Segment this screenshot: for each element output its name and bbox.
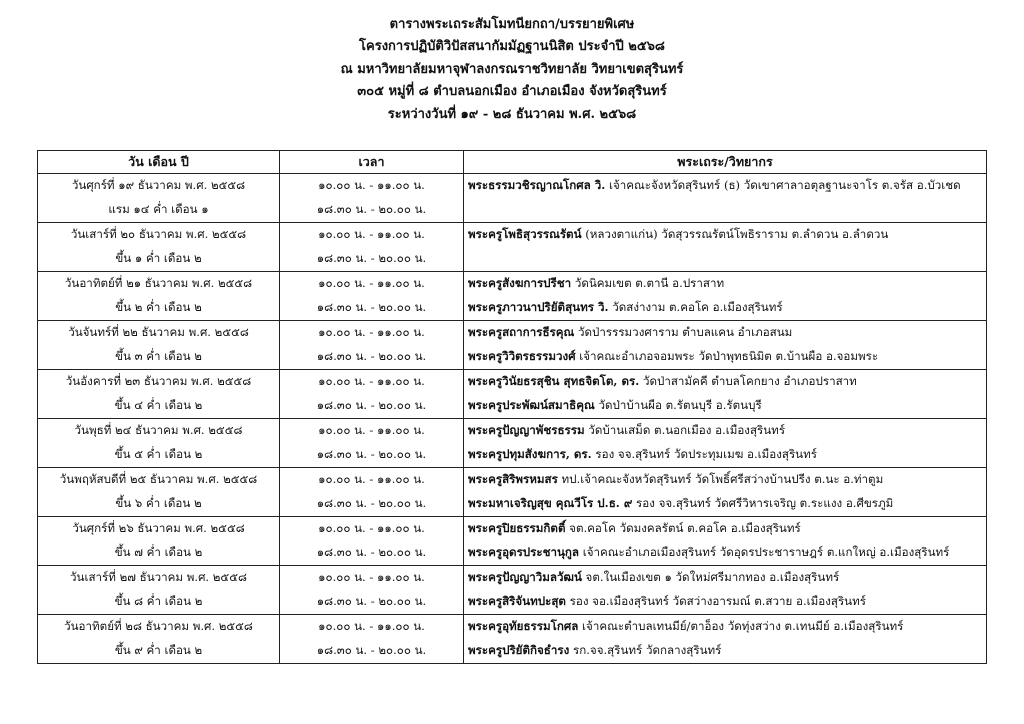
- date-cell: วันศุกร์ที่ ๒๖ ธันวาคม พ.ศ. ๒๕๕๘: [38, 517, 280, 542]
- speaker-cell: [464, 639, 987, 664]
- speaker-name: พระครูสังฆการปรีชา: [468, 276, 572, 290]
- speaker-cell: [464, 492, 987, 517]
- table-row: [38, 272, 987, 297]
- speaker-info: วัดป่ารรรมวงศาราม ตำบลแคน อำเภอสนม: [574, 325, 793, 339]
- lunar-date-cell: ขึ้น ๕ ค่ำ เดือน ๒: [38, 443, 280, 468]
- speaker-info: เจ้าคณะจังหวัดสุรินทร์ (ธ) วัดเขาศาลาอตุลฐานะจาโร ต.จรัส อ.บัวเชด: [605, 178, 961, 192]
- date-cell: วันพุธที่ ๒๔ ธันวาคม พ.ศ. ๒๕๕๘: [38, 419, 280, 444]
- lunar-date-cell: ขึ้น ๖ ค่ำ เดือน ๒: [38, 492, 280, 517]
- header-project: โครงการปฏิบัติวิปัสสนากัมมัฏฐานนิสิต ประจำปี ๒๕๖๘: [359, 39, 665, 55]
- speaker-cell: [464, 394, 987, 419]
- speaker-info: ทป.เจ้าคณะจังหวัดสุรินทร์ วัดโพธิ์ศรีสว่างบ้านปรีง ต.นะ อ.ท่าตูม: [557, 472, 884, 486]
- speaker-info: รอง จอ.เมืองสุรินทร์ วัดสว่างอารมณ์ ต.สวาย อ.เมืองสุรินทร์: [565, 594, 866, 608]
- time-morning-cell: ๑๐.๐๐ น. - ๑๑.๐๐ น.: [280, 566, 464, 591]
- speaker-cell: [464, 541, 987, 566]
- time-evening-cell: ๑๘.๓๐ น. - ๒๐.๐๐ น.: [280, 443, 464, 468]
- time-evening-cell: ๑๘.๓๐ น. - ๒๐.๐๐ น.: [280, 296, 464, 321]
- time-morning-cell: ๑๐.๐๐ น. - ๑๑.๐๐ น.: [280, 272, 464, 297]
- speaker-info: วัดบ้านเสม็ด ต.นอกเมือง อ.เมืองสุรินทร์: [584, 423, 786, 437]
- speaker-cell: [464, 223, 987, 248]
- table-row: [38, 198, 987, 223]
- lunar-date-cell: ขึ้น ๓ ค่ำ เดือน ๒: [38, 345, 280, 370]
- table-row: [38, 321, 987, 346]
- table-row: [38, 590, 987, 615]
- speaker-name: พระครูปริยัติกิจธำรง: [468, 643, 570, 657]
- table-row: [38, 566, 987, 591]
- time-evening-cell: ๑๘.๓๐ น. - ๒๐.๐๐ น.: [280, 345, 464, 370]
- speaker-name: พระมหาเจริญสุข คุณวีโร ป.ธ. ๙: [468, 496, 633, 510]
- column-header-time: เวลา: [280, 151, 464, 174]
- speaker-name: พระครูภาวนาปริยัติสุนทร วิ.: [468, 300, 609, 314]
- speaker-info: เจ้าคณะตำบลเทนมีย์/ตาอ็อง วัดทุ่งสว่าง ต.เทนมีย์ อ.เมืองสุรินทร์: [578, 619, 904, 633]
- speaker-name: พระครูสิริจันทปะสุต: [468, 594, 566, 608]
- speaker-cell: [464, 443, 987, 468]
- speaker-info: เจ้าคณะอำเภอจอมพระ วัดป่าพุทธนิมิต ต.บ้านผือ อ.จอมพระ: [575, 349, 879, 363]
- table-row: [38, 174, 987, 199]
- time-morning-cell: ๑๐.๐๐ น. - ๑๑.๐๐ น.: [280, 174, 464, 199]
- time-evening-cell: ๑๘.๓๐ น. - ๒๐.๐๐ น.: [280, 639, 464, 664]
- header-venue: ณ มหาวิทยาลัยมหาจุฬาลงกรณราชวิทยาลัย วิทยาเขตสุรินทร์: [340, 61, 684, 77]
- time-evening-cell: ๑๘.๓๐ น. - ๒๐.๐๐ น.: [280, 492, 464, 517]
- speaker-info: จต.คอโค วัดมงคลรัตน์ ต.คอโค อ.เมืองสุรินทร์: [565, 521, 801, 535]
- date-cell: วันอาทิตย์ที่ ๒๑ ธันวาคม พ.ศ. ๒๕๕๘: [38, 272, 280, 297]
- speaker-info: จต.ในเมืองเขต ๑ วัดใหม่ศรีมากทอง อ.เมืองสุรินทร์: [581, 570, 840, 584]
- speaker-name: พระครูปัญญาวิมลวัฒน์: [468, 570, 582, 584]
- speaker-cell: [464, 272, 987, 297]
- speaker-cell: [464, 345, 987, 370]
- lunar-date-cell: ขึ้น ๒ ค่ำ เดือน ๒: [38, 296, 280, 321]
- date-cell: วันพฤหัสบดีที่ ๒๕ ธันวาคม พ.ศ. ๒๕๕๘: [38, 468, 280, 493]
- speaker-cell: [464, 247, 987, 272]
- speaker-cell: [464, 615, 987, 640]
- speaker-cell: [464, 517, 987, 542]
- speaker-name: พระครูสิริพรหมสร: [468, 472, 558, 486]
- time-morning-cell: ๑๐.๐๐ น. - ๑๑.๐๐ น.: [280, 517, 464, 542]
- time-evening-cell: ๑๘.๓๐ น. - ๒๐.๐๐ น.: [280, 590, 464, 615]
- lunar-date-cell: ขึ้น ๘ ค่ำ เดือน ๒: [38, 590, 280, 615]
- speaker-name: พระครูปิยธรรมกิตติ์: [468, 521, 566, 535]
- speaker-cell: [464, 296, 987, 321]
- speaker-name: พระครูอุทัยธรรมโกศล: [468, 619, 579, 633]
- time-morning-cell: ๑๐.๐๐ น. - ๑๑.๐๐ น.: [280, 223, 464, 248]
- lunar-date-cell: แรม ๑๔ ค่ำ เดือน ๑: [38, 198, 280, 223]
- table-row: [38, 370, 987, 395]
- speaker-name: พระครูโพธิสุวรรณรัตน์: [468, 227, 582, 241]
- date-cell: วันอาทิตย์ที่ ๒๘ ธันวาคม พ.ศ. ๒๕๕๘: [38, 615, 280, 640]
- time-evening-cell: ๑๘.๓๐ น. - ๒๐.๐๐ น.: [280, 247, 464, 272]
- header-dates: ระหว่างวันที่ ๑๙ - ๒๘ ธันวาคม พ.ศ. ๒๕๖๘: [387, 106, 637, 122]
- time-evening-cell: ๑๘.๓๐ น. - ๒๐.๐๐ น.: [280, 541, 464, 566]
- speaker-name: พระครูปัญญาพัชรธรรม: [468, 423, 585, 437]
- speaker-name: พระครูวิวิตรธรรมวงศ์: [468, 349, 576, 363]
- table-row: [38, 345, 987, 370]
- table-row: [38, 223, 987, 248]
- date-cell: วันอังคารที่ ๒๓ ธันวาคม พ.ศ. ๒๕๕๘: [38, 370, 280, 395]
- lunar-date-cell: ขึ้น ๔ ค่ำ เดือน ๒: [38, 394, 280, 419]
- speaker-info: วัดนิคมเขต ต.ตานี อ.ปราสาท: [571, 276, 725, 290]
- speaker-info: รก.จจ.สุรินทร์ วัดกลางสุรินทร์: [569, 643, 722, 657]
- speaker-name: พระธรรมวชิรญาณโกศล วิ.: [468, 178, 606, 192]
- time-morning-cell: ๑๐.๐๐ น. - ๑๑.๐๐ น.: [280, 419, 464, 444]
- speaker-cell: [464, 419, 987, 444]
- table-row: [38, 443, 987, 468]
- time-morning-cell: ๑๐.๐๐ น. - ๑๑.๐๐ น.: [280, 468, 464, 493]
- speaker-info: รอง จจ.สุรินทร์ วัดประทุมเมฆ อ.เมืองสุรินทร์: [591, 447, 817, 461]
- time-evening-cell: ๑๘.๓๐ น. - ๒๐.๐๐ น.: [280, 394, 464, 419]
- time-morning-cell: ๑๐.๐๐ น. - ๑๑.๐๐ น.: [280, 615, 464, 640]
- speaker-name: พระครูประพัฒน์สมาธิคุณ: [468, 398, 595, 412]
- column-header-date: วัน เดือน ปี: [38, 151, 280, 174]
- speaker-info: เจ้าคณะอำเภอเมืองสุรินทร์ วัดอุดรประชาราษฎร์ ต.แกใหญ่ อ.เมืองสุรินทร์: [579, 545, 950, 559]
- speaker-info: วัดป่าบ้านผือ ต.รัตนบุรี อ.รัตนบุรี: [594, 398, 762, 412]
- table-row: [38, 296, 987, 321]
- date-cell: วันจันทร์ที่ ๒๒ ธันวาคม พ.ศ. ๒๕๕๘: [38, 321, 280, 346]
- date-cell: วันศุกร์ที่ ๑๙ ธันวาคม พ.ศ. ๒๕๕๘: [38, 174, 280, 199]
- speaker-cell: [464, 590, 987, 615]
- table-row: [38, 517, 987, 542]
- speaker-name: พระครูสถาการธีรคุณ: [468, 325, 575, 339]
- table-row: [38, 419, 987, 444]
- table-row: [38, 247, 987, 272]
- header-title: ตารางพระเถระสัมโมทนียกถา/บรรยายพิเศษ: [389, 17, 635, 32]
- speaker-info: รอง จจ.สุรินทร์ วัดศรีวิหารเจริญ ต.ระแงง อ.ศีขรภูมิ: [632, 496, 894, 510]
- time-morning-cell: ๑๐.๐๐ น. - ๑๑.๐๐ น.: [280, 321, 464, 346]
- date-cell: วันเสาร์ที่ ๒๐ ธันวาคม พ.ศ. ๒๕๕๘: [38, 223, 280, 248]
- speaker-info: วัดสง่างาม ต.คอโค อ.เมืองสุรินทร์: [608, 300, 783, 314]
- column-header-speaker: พระเถระ/วิทยากร: [464, 151, 987, 174]
- table-row: [38, 541, 987, 566]
- speaker-cell: [464, 198, 987, 223]
- speaker-name: พระครูปทุมสังฆการ, ดร.: [468, 447, 592, 461]
- lunar-date-cell: ขึ้น ๗ ค่ำ เดือน ๒: [38, 541, 280, 566]
- schedule-table: [37, 150, 987, 664]
- time-evening-cell: ๑๘.๓๐ น. - ๒๐.๐๐ น.: [280, 198, 464, 223]
- table-row: [38, 394, 987, 419]
- lunar-date-cell: ขึ้น ๑ ค่ำ เดือน ๒: [38, 247, 280, 272]
- lunar-date-cell: ขึ้น ๙ ค่ำ เดือน ๒: [38, 639, 280, 664]
- table-header-row: [38, 151, 987, 174]
- speaker-info: วัดป่าสามัคคี ตำบลโคกยาง อำเภอปราสาท: [639, 374, 857, 388]
- date-cell: วันเสาร์ที่ ๒๗ ธันวาคม พ.ศ. ๒๕๕๘: [38, 566, 280, 591]
- header-address: ๓๐๕ หมู่ที่ ๘ ตำบลนอกเมือง อำเภอเมือง จังหวัดสุรินทร์: [357, 84, 667, 100]
- speaker-name: พระครูวินัยธรสุชิน สุทธจิตโต, ดร.: [468, 374, 640, 388]
- schedule-body: [38, 174, 987, 664]
- document-header: [0, 14, 1024, 126]
- speaker-name: พระครูอุดรประชานุกูล: [468, 545, 580, 559]
- table-row: [38, 639, 987, 664]
- speaker-cell: [464, 174, 987, 199]
- table-row: [38, 468, 987, 493]
- speaker-cell: [464, 468, 987, 493]
- speaker-cell: [464, 321, 987, 346]
- speaker-cell: [464, 566, 987, 591]
- time-morning-cell: ๑๐.๐๐ น. - ๑๑.๐๐ น.: [280, 370, 464, 395]
- table-row: [38, 492, 987, 517]
- speaker-info: (หลวงตาแก่น) วัดสุวรรณรัตน์โพธิราราม ต.ลำดวน อ.ลำดวน: [581, 227, 889, 241]
- speaker-cell: [464, 370, 987, 395]
- table-row: [38, 615, 987, 640]
